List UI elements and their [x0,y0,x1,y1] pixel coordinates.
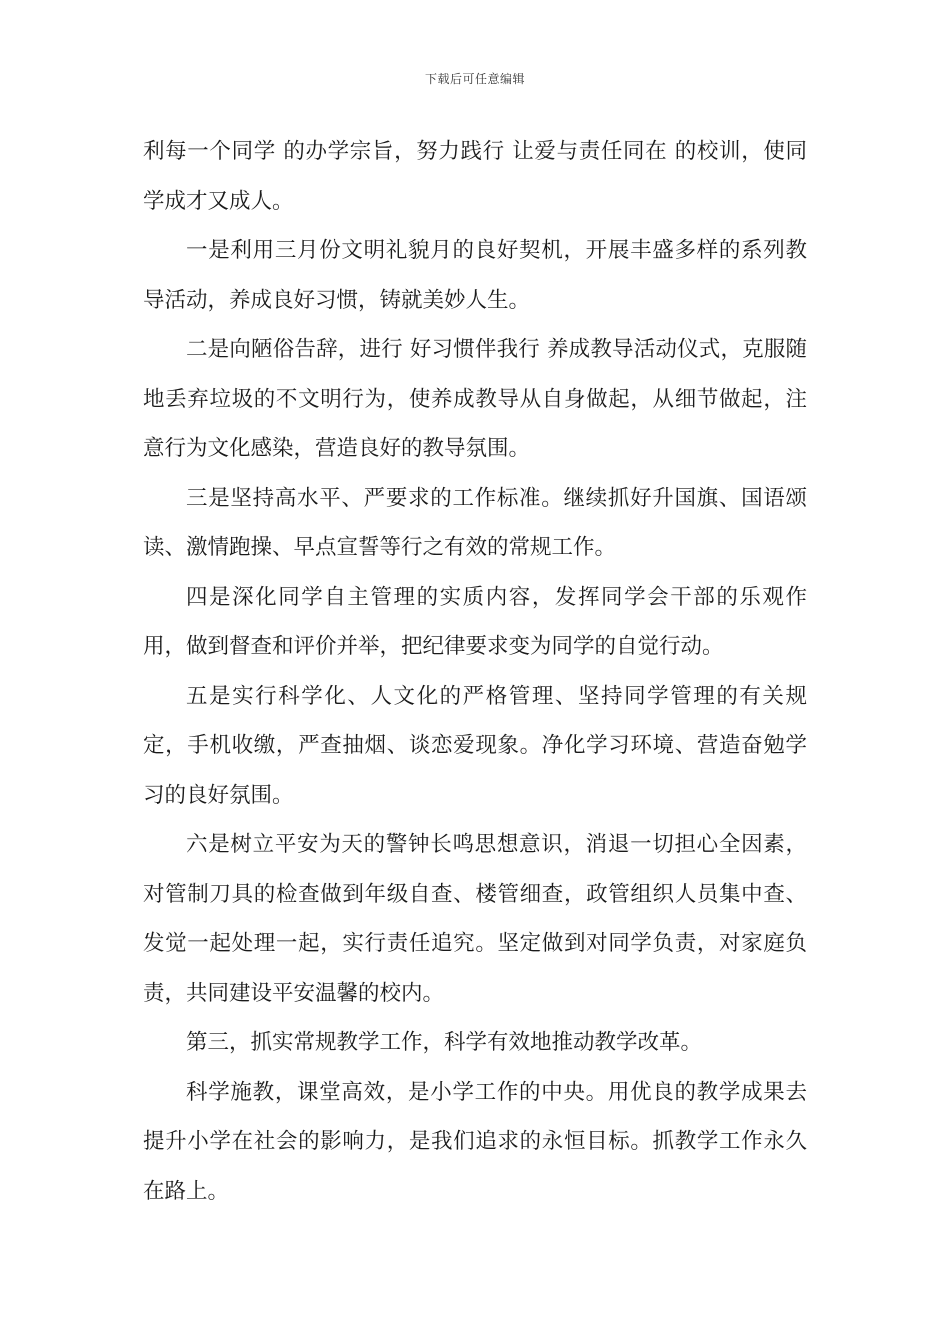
paragraph: 二是向陋俗告辞，进行 好习惯伴我行 养成教导活动仪式，克服随地丢弃垃圾的不文明行为，使养成教导从自身做起，从细节做起，注意行为文化感染，营造良好的教导氛围。 [143,337,807,461]
paragraph: 五是实行科学化、人文化的严格管理、坚持同学管理的有关规定，手机收缴，严查抽烟、谈恋爱现象。净化学习环境、营造奋勉学习的良好氛围。 [143,683,807,808]
page-header: 下载后可任意编辑 [424,72,525,86]
paragraph: 一是利用三月份文明礼貌月的良好契机，开展丰盛多样的系列教导活动，养成良好习惯，铸就美妙人生。 [143,238,807,313]
paragraph: 第三，抓实常规教学工作，科学有效地推动教学改革。 [186,1030,703,1055]
paragraph: 六是树立平安为天的警钟长鸣思想意识，消退一切担心全因素，对管制刀具的检查做到年级自查、楼管细查，政管组织人员集中查、发觉一起处理一起，实行责任追究。坚定做到对同学负责，对家庭负责，共同建设平安温馨的校内。 [143,832,807,1006]
paragraph: 三是坚持高水平、严要求的工作标准。继续抓好升国旗、国语颂读、激情跑操、早点宣誓等行之有效的常规工作。 [143,485,807,560]
paragraph: 四是深化同学自主管理的实质内容，发挥同学会干部的乐观作用，做到督查和评价并举，把纪律要求变为同学的自觉行动。 [143,584,807,659]
paragraph: 利每一个同学 的办学宗旨，努力践行 让爱与责任同在 的校训，使同学成才又成人。 [143,139,807,214]
paragraph: 科学施教，课堂高效，是小学工作的中央。用优良的教学成果去提升小学在社会的影响力，是我们追求的永恒目标。抓教学工作永久在路上。 [143,1079,807,1204]
document-body [143,127,807,1216]
